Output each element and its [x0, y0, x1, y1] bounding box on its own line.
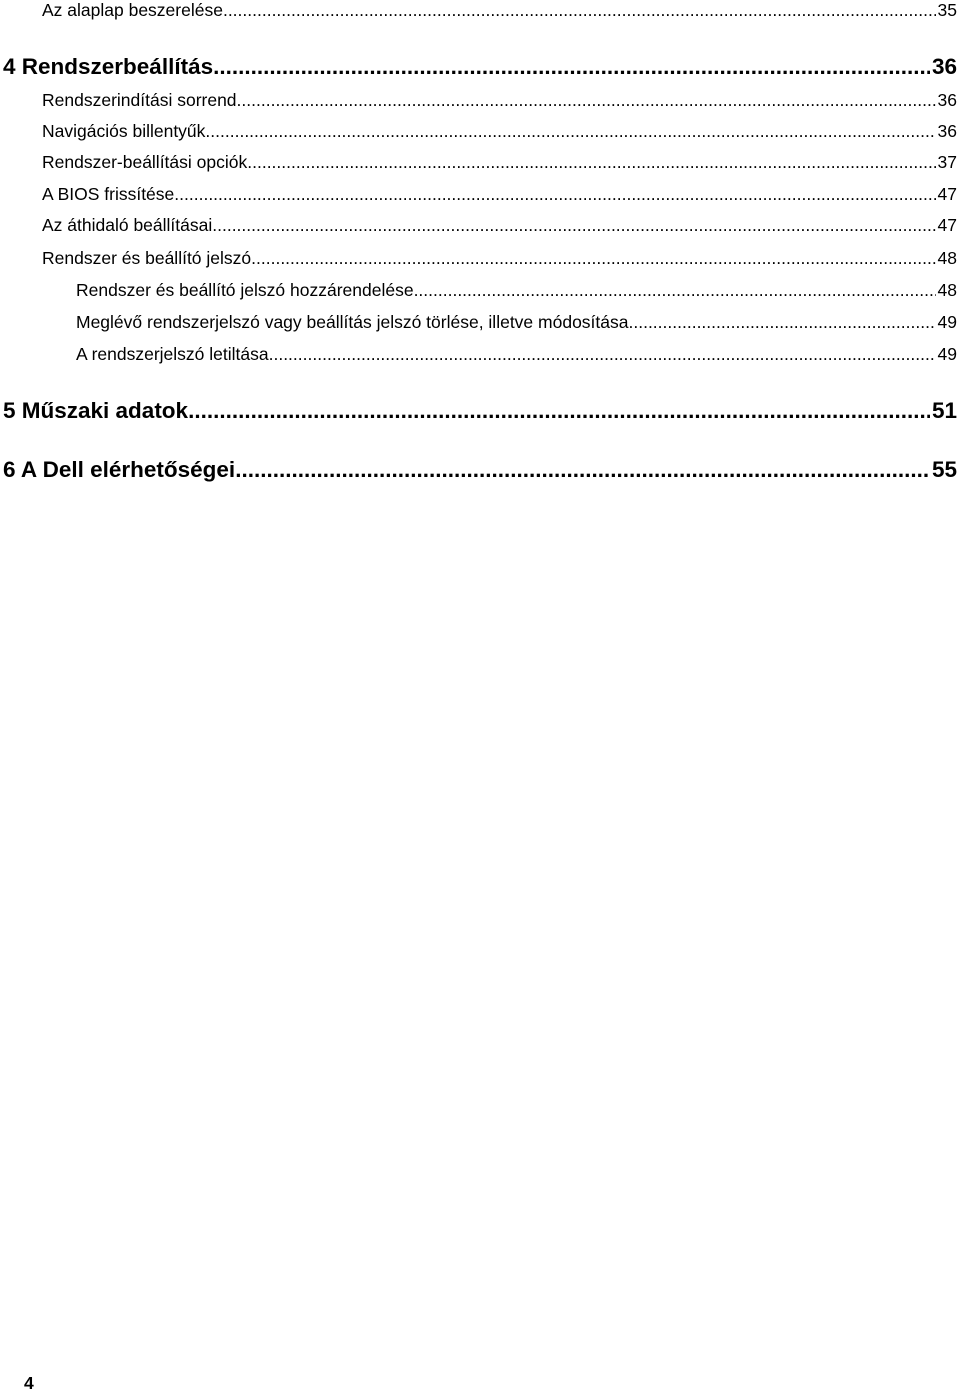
toc-entry-page: 36 — [937, 121, 957, 141]
toc-entry[interactable] — [3, 457, 957, 487]
dot-leader — [223, 0, 936, 21]
toc-entry-title: Az áthidaló beállításai — [42, 215, 213, 235]
toc-entry[interactable] — [42, 90, 957, 114]
toc-entry-page: 47 — [937, 184, 957, 204]
toc-entry-page: 36 — [937, 90, 957, 110]
dot-leader — [174, 184, 935, 205]
toc-entry-title: Navigációs billentyűk — [42, 121, 206, 141]
toc-entry[interactable] — [76, 312, 957, 336]
toc-entry-title: 5 Műszaki adatok — [3, 398, 189, 423]
toc-entry-title: Rendszer-beállítási opciók — [42, 152, 248, 172]
dot-leader — [237, 90, 936, 111]
toc-entry-title: Meglévő rendszerjelszó vagy beállítás jelszó törlése, illetve módosítása — [76, 312, 629, 332]
dot-leader — [205, 121, 935, 142]
toc-entry-title: Rendszerindítási sorrend — [42, 90, 237, 110]
toc-entry[interactable] — [76, 344, 957, 368]
dot-leader — [212, 215, 935, 236]
toc-entry[interactable] — [42, 184, 957, 208]
toc-entry-title: Az alaplap beszerelése — [42, 0, 223, 20]
toc-entry[interactable] — [3, 398, 957, 428]
dot-leader — [188, 398, 930, 424]
dot-leader — [235, 457, 930, 483]
dot-leader — [251, 248, 935, 269]
toc-entry-page: 35 — [937, 0, 957, 20]
toc-entry[interactable] — [42, 215, 957, 239]
toc-entry-page: 51 — [931, 398, 957, 423]
toc-entry[interactable] — [3, 54, 957, 84]
toc-entry-title: 6 A Dell elérhetőségei — [3, 457, 236, 482]
dot-leader — [247, 152, 935, 173]
toc-entry[interactable] — [76, 280, 957, 304]
page-number: 4 — [24, 1373, 34, 1393]
toc-entry-page: 36 — [931, 54, 957, 79]
toc-entry-title: Rendszer és beállító jelszó — [42, 248, 252, 268]
toc-entry-page: 55 — [931, 457, 957, 482]
toc-entry[interactable] — [42, 121, 957, 145]
toc-entry-page: 49 — [937, 312, 957, 332]
toc-entry-title: A BIOS frissítése — [42, 184, 175, 204]
toc-entry-title: Rendszer és beállító jelszó hozzárendelése — [76, 280, 414, 300]
toc-entry-page: 49 — [937, 344, 957, 364]
toc-entry[interactable] — [42, 152, 957, 176]
toc-entry-page: 47 — [937, 215, 957, 235]
toc-entry[interactable] — [42, 0, 957, 24]
dot-leader — [629, 312, 936, 333]
dot-leader — [213, 54, 930, 80]
toc-entry-page: 48 — [937, 280, 957, 300]
dot-leader — [269, 344, 936, 365]
toc-entry-page: 48 — [937, 248, 957, 268]
dot-leader — [414, 280, 936, 301]
toc-entry-title: A rendszerjelszó letiltása — [76, 344, 269, 364]
toc-entry-title: 4 Rendszerbeállítás — [3, 54, 214, 79]
toc-entry[interactable] — [42, 248, 957, 272]
toc-entry-page: 37 — [937, 152, 957, 172]
